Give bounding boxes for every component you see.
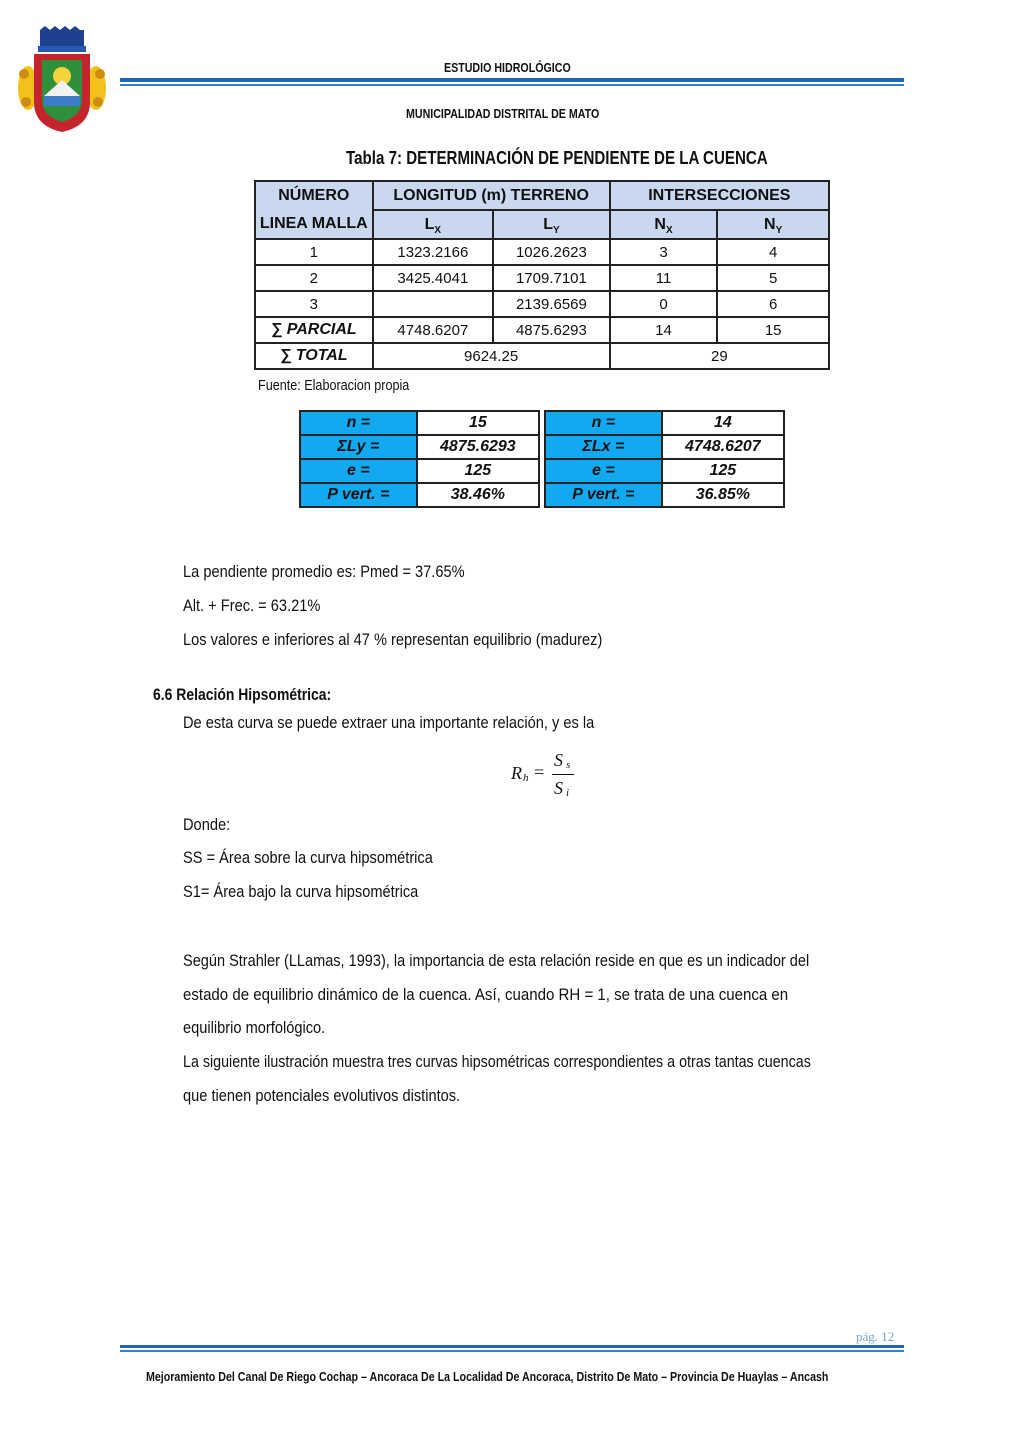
formula-i-sub: i: [566, 787, 570, 799]
parcial-label: ∑ PARCIAL: [255, 317, 373, 343]
calc-row: [300, 411, 539, 435]
paragraph-alt-frec: Alt. + Frec. = 63.21%: [183, 596, 321, 615]
cell-n: 2: [255, 265, 373, 291]
calc-key: P vert. =: [300, 483, 417, 507]
table-caption: Tabla 7: DETERMINACIÓN DE PENDIENTE DE LA CUENCA: [346, 148, 768, 168]
cell-ly: 4875.6293: [493, 317, 610, 343]
cell-nx: 0: [610, 291, 718, 317]
calc-row: [545, 435, 784, 459]
cell-lx: 1323.2166: [373, 239, 494, 265]
calc-key: n =: [545, 411, 662, 435]
calc-table-vertical-ly: [299, 410, 540, 508]
calc-row: [300, 435, 539, 459]
table-source: Fuente: Elaboracion propia: [258, 377, 410, 394]
calc-key: P vert. =: [545, 483, 662, 507]
total-row: [255, 343, 829, 369]
table-row: [255, 291, 829, 317]
cell-ny: 5: [717, 265, 829, 291]
calc-value: 125: [417, 459, 539, 483]
formula-s-sub: s: [566, 759, 571, 771]
header-ny: $N_Y$: [717, 210, 829, 239]
footer-divider-thin: [120, 1350, 904, 1352]
paragraph-ss: SS = Área sobre la curva hipsométrica: [183, 848, 433, 867]
cell-nx: 11: [610, 265, 718, 291]
slope-determination-table: [254, 180, 830, 370]
formula-equals: =: [534, 762, 545, 782]
calc-row: [545, 459, 784, 483]
cell-nx: 3: [610, 239, 718, 265]
cell-ny: 4: [717, 239, 829, 265]
paragraph-ilustracion-line2: que tienen potenciales evolutivos distintos.: [183, 1086, 461, 1105]
formula-r: R: [511, 763, 522, 783]
hypsometric-ratio-formula: [510, 750, 580, 802]
calc-value: 4748.6207: [662, 435, 784, 459]
cell-n: 3: [255, 291, 373, 317]
cell-lx: 3425.4041: [373, 265, 494, 291]
header-divider: [120, 78, 904, 82]
header-divider-thin: [120, 84, 904, 86]
cell-lx: [373, 291, 494, 317]
cell-ly: 2139.6569: [493, 291, 610, 317]
calc-value: 38.46%: [417, 483, 539, 507]
municipal-coat-of-arms-logo: [14, 26, 110, 134]
total-label: ∑ TOTAL: [255, 343, 373, 369]
calc-key: ΣLy =: [300, 435, 417, 459]
calc-value: 36.85%: [662, 483, 784, 507]
calc-value: 125: [662, 459, 784, 483]
cell-lx: 4748.6207: [373, 317, 494, 343]
paragraph-strahler-line2: estado de equilibrio dinámico de la cuenca. Así, cuando RH = 1, se trata de una cuenca en: [183, 985, 789, 1004]
formula-h: h: [523, 772, 529, 784]
paragraph-pmed: La pendiente promedio es: Pmed = 37.65%: [183, 562, 465, 581]
header-ly: $L_Y$: [493, 210, 610, 239]
page-number: pág. 12: [856, 1329, 895, 1344]
calc-row: [545, 411, 784, 435]
table-row: [255, 239, 829, 265]
table-row: [255, 265, 829, 291]
calc-key: e =: [545, 459, 662, 483]
paragraph-valores: Los valores e inferiores al 47 % representan equilibrio (madurez): [183, 630, 603, 649]
calc-key: ΣLx =: [545, 435, 662, 459]
total-longitud: 9624.25: [373, 343, 610, 369]
footer-project-title: Mejoramiento Del Canal De Riego Cochap – Ancoraca De La Localidad De Ancoraca, Distrito De Mato – Provincia De Huaylas – Ancash: [146, 1369, 829, 1384]
header-intersecciones: INTERSECCIONES: [610, 181, 829, 210]
calc-table-horizontal-lx: [544, 410, 785, 508]
header-title-study: ESTUDIO HIDROLÓGICO: [444, 60, 571, 75]
formula-s-denominator: S: [554, 778, 563, 798]
formula-s-numerator: S: [554, 750, 563, 770]
paragraph-ilustracion-line1: La siguiente ilustración muestra tres curvas hipsométricas correspondientes a otras tantas cuencas: [183, 1052, 811, 1071]
section-heading: 6.6 Relación Hipsométrica:: [153, 685, 332, 704]
cell-ly: 1709.7101: [493, 265, 610, 291]
calc-value: 15: [417, 411, 539, 435]
header-numero-linea: NÚMERO LINEA MALLA: [255, 181, 373, 239]
cell-ny: 15: [717, 317, 829, 343]
paragraph-s1: S1= Área bajo la curva hipsométrica: [183, 882, 419, 901]
paragraph-curva: De esta curva se puede extraer una importante relación, y es la: [183, 713, 595, 732]
paragraph-strahler-line3: equilibrio morfológico.: [183, 1018, 326, 1037]
header-longitud: LONGITUD (m) TERRENO: [373, 181, 610, 210]
cell-n: 1: [255, 239, 373, 265]
calc-key: n =: [300, 411, 417, 435]
footer-divider: [120, 1345, 904, 1348]
header-title-municipality: MUNICIPALIDAD DISTRITAL DE MATO: [406, 106, 600, 121]
paragraph-donde: Donde:: [183, 815, 231, 834]
calc-row: [300, 483, 539, 507]
paragraph-strahler-line1: Según Strahler (LLamas, 1993), la importancia de esta relación reside en que es un indicador del: [183, 951, 810, 970]
calc-value: 14: [662, 411, 784, 435]
cell-ny: 6: [717, 291, 829, 317]
fraction-bar: [552, 774, 574, 775]
calc-row: [545, 483, 784, 507]
calc-row: [300, 459, 539, 483]
header-lx: $L_X$: [373, 210, 494, 239]
total-intersecciones: 29: [610, 343, 829, 369]
cell-nx: 14: [610, 317, 718, 343]
calc-value: 4875.6293: [417, 435, 539, 459]
header-nx: $N_X$: [610, 210, 718, 239]
cell-ly: 1026.2623: [493, 239, 610, 265]
parcial-row: [255, 317, 829, 343]
calc-key: e =: [300, 459, 417, 483]
